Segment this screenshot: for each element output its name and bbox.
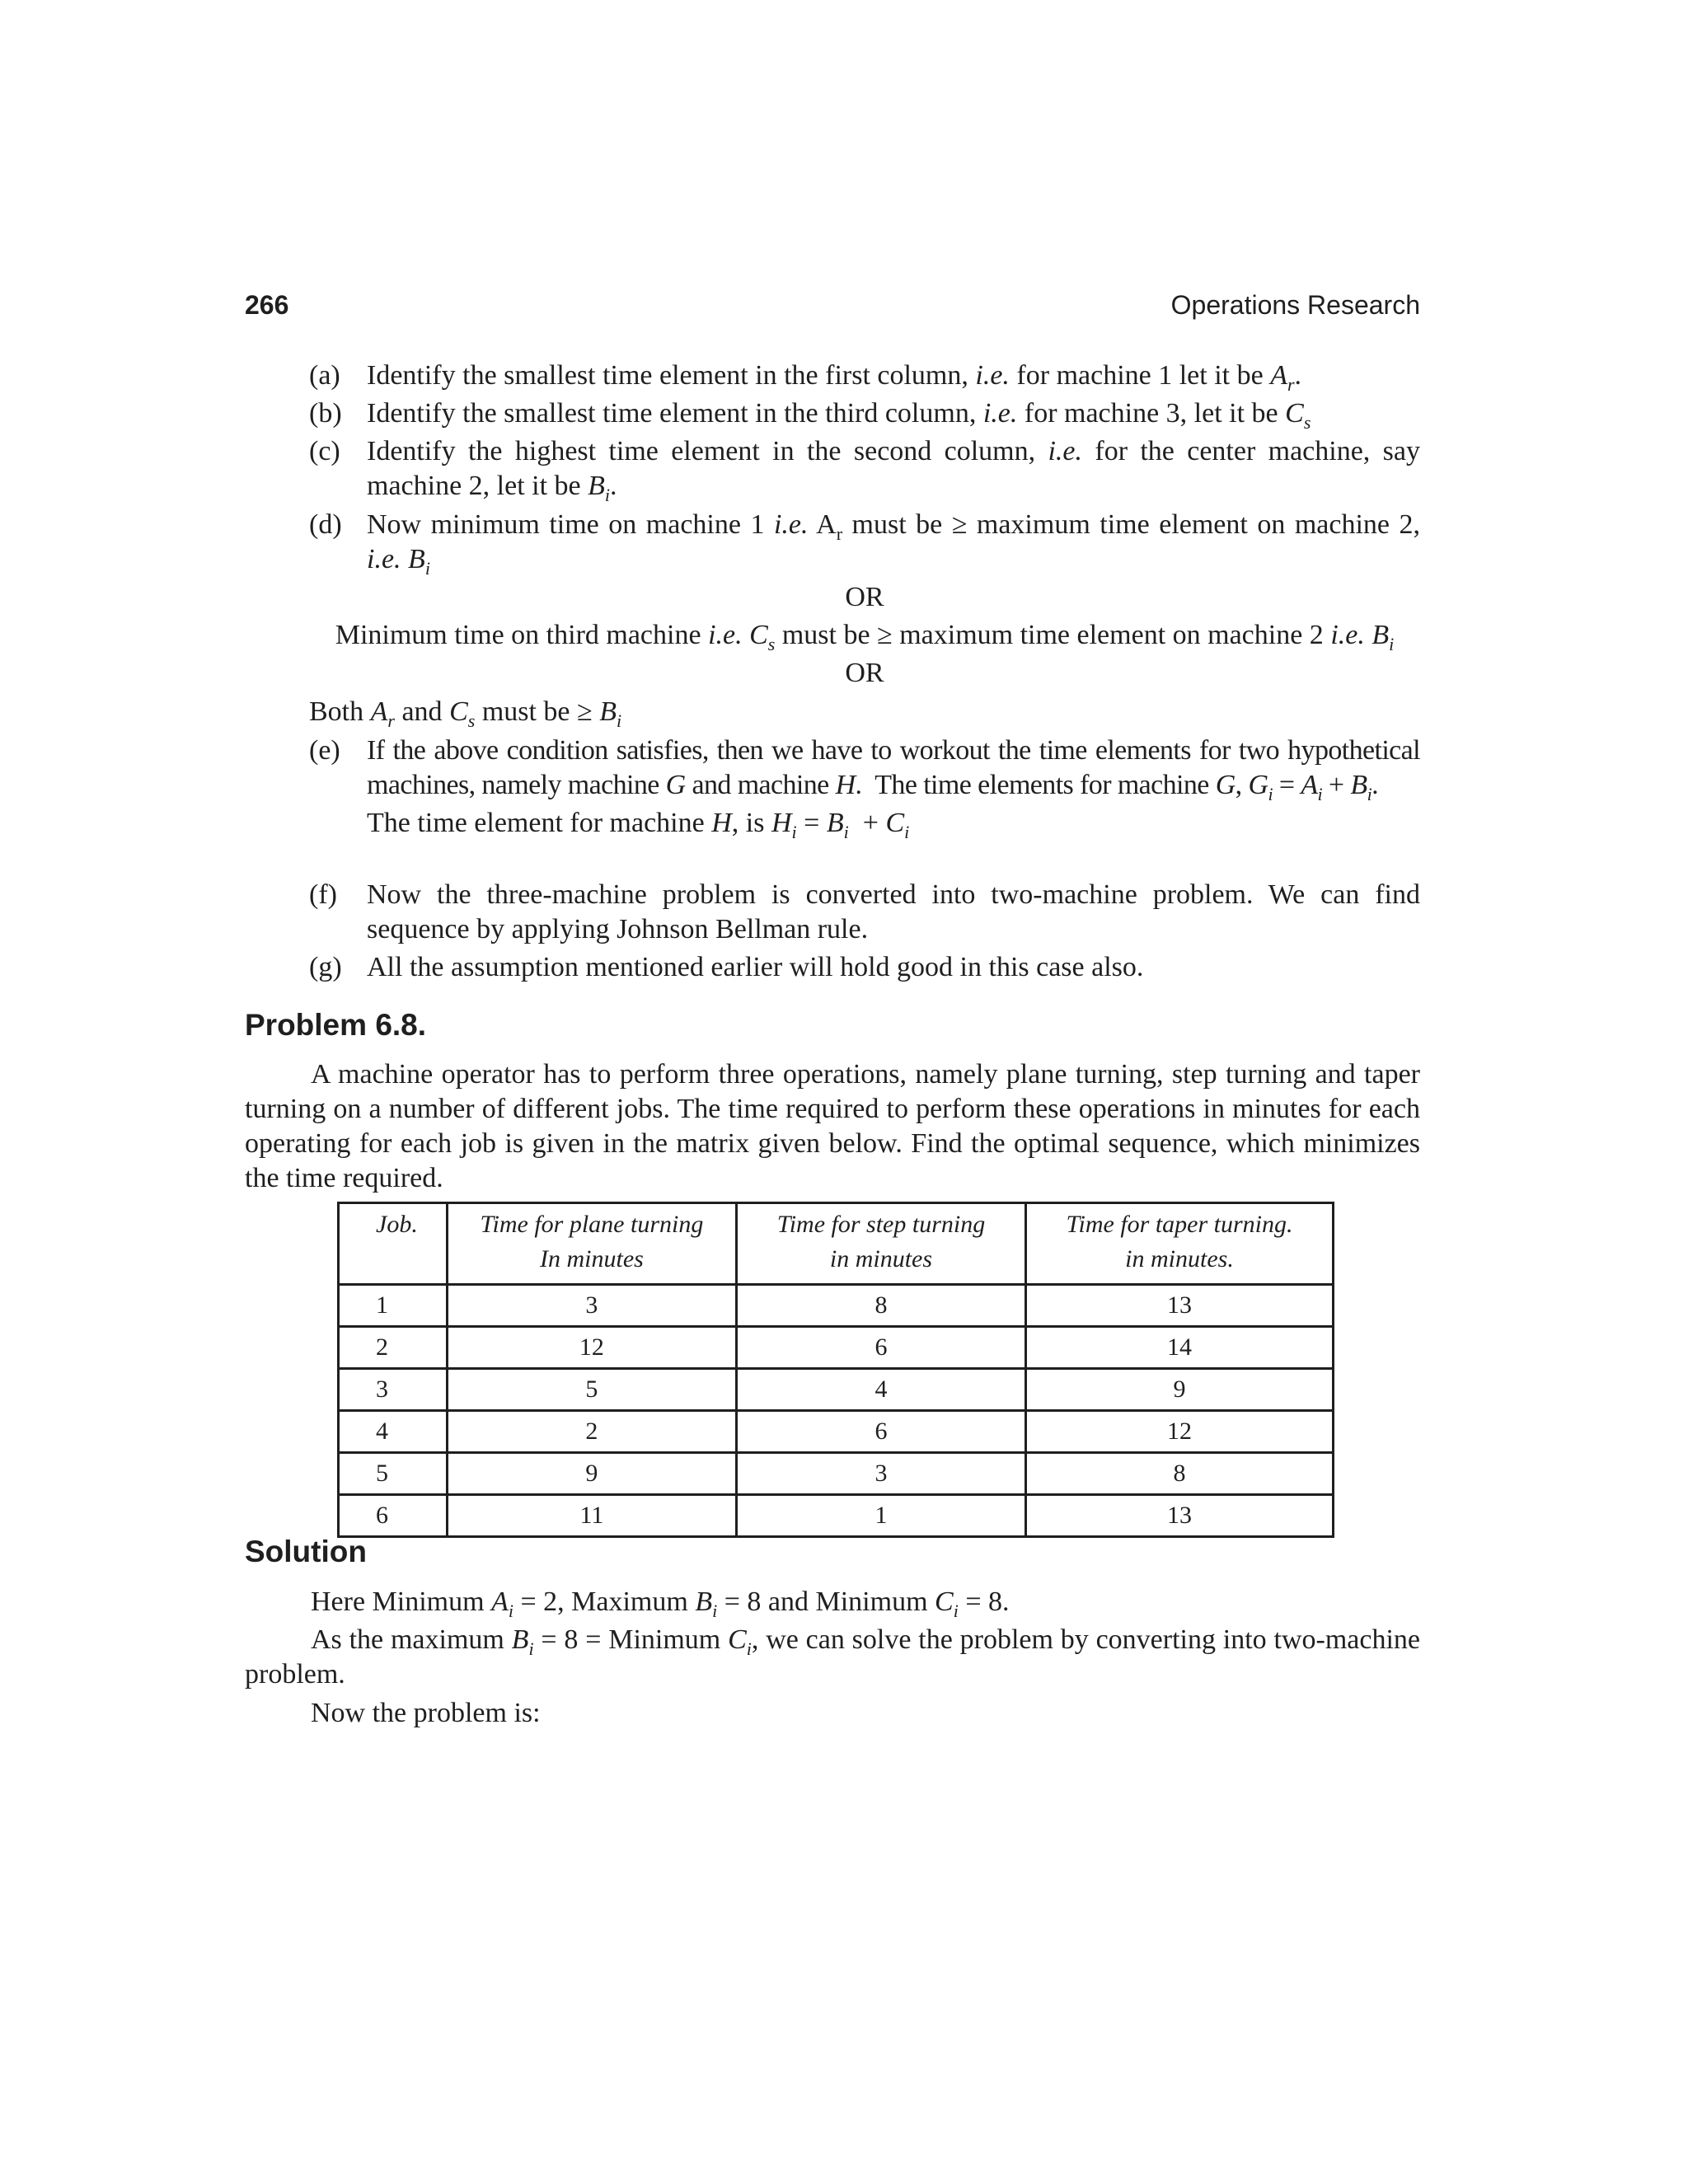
table-cell: 6 [736,1327,1025,1369]
table-row [339,1411,1334,1453]
solution-line-3: Now the problem is: [311,1698,541,1728]
step-label: (g) [309,952,342,982]
table-row [339,1369,1334,1411]
page-number: 266 [245,289,289,320]
table-cell: 13 [1025,1285,1333,1327]
step-a [309,359,1420,393]
step-e [309,733,1420,841]
table-cell: 6 [736,1411,1025,1453]
problem-statement: A machine operator has to perform three operations, namely plane turning, step turning and taper turning on a number of different jobs. The time required to perform these operations in minutes for each operating for each job is given in the matrix given below. Find the optimal sequence, which minimizes the time required. [245,1059,1420,1193]
column-header-job: Job. [339,1203,448,1285]
problem-heading: Problem 6.8. [245,1008,427,1042]
table-cell: 3 [736,1453,1025,1495]
solution-heading: Solution [245,1535,367,1568]
table-row [339,1285,1334,1327]
table-cell: 3 [447,1285,736,1327]
step-text: Identify the smallest time element in the third column, i.e. for machine 3, let it be $C_s$ [367,398,1311,433]
solution-line-2: As the maximum $B_i = 8$ = Minimum $C_i$, we can solve the problem by converting into two-machine problem. [245,1624,1420,1690]
table-cell: 12 [1025,1411,1333,1453]
step-label: (f) [309,879,337,910]
condition-both: Both $A_r$ and $C_s$ must be ≥ $B_i$ [309,696,622,731]
table-cell: 3 [339,1369,448,1411]
table-cell: 1 [736,1495,1025,1537]
table-header-row [339,1203,1334,1285]
step-text: Now the three-machine problem is converted into two-machine problem. We can find sequence by applying Johnson Bellman rule. [367,879,1420,944]
table-cell: 5 [339,1453,448,1495]
table-row [339,1327,1334,1369]
step-text-machine-h: The time element for machine H, is $H_i = B_i + C_i$ [367,808,910,842]
step-c [309,434,1420,504]
step-b [309,396,1420,431]
step-text: Identify the smallest time element in the first column, i.e. for machine 1 let it be $A_r$. [367,360,1302,395]
step-text: Identify the highest time element in the second column, i.e. for the center machine, say machine 2, let it be $B_i$. [367,436,1420,505]
step-label: (c) [309,436,340,466]
condition-third-machine: Minimum time on third machine i.e. $C_s$ must be ≥ maximum time element on machine 2 i.e. $B_i$ [335,620,1395,654]
step-text: If the above condition satisfies, then we have to workout the time elements for two hypothetical machines, namely machine G and machine H. The time elements for machine G, $G_i = A_i + B_i$. [367,735,1420,804]
step-text: Now minimum time on machine 1 i.e. $A_r$ must be ≥ maximum time element on machine 2, i.e. $B_i$ [367,509,1420,579]
table-cell: 13 [1025,1495,1333,1537]
table-cell: 1 [339,1285,448,1327]
table-cell: 14 [1025,1327,1333,1369]
column-header-step-turning: Time for step turning in minutes [736,1203,1025,1285]
solution-line-1: Here Minimum $A_i = 2$, Maximum $B_i = 8$ and Minimum $C_i = 8$. [311,1586,1010,1621]
page-header [245,288,1420,321]
step-d [309,508,1420,577]
table-row [339,1495,1334,1537]
table-cell: 5 [447,1369,736,1411]
step-f [309,878,1420,947]
table-cell: 4 [339,1411,448,1453]
step-text: All the assumption mentioned earlier will hold good in this case also. [367,952,1144,982]
step-g [309,950,1420,985]
table-cell: 8 [736,1285,1025,1327]
step-label: (e) [309,735,340,766]
or-separator: OR [845,658,884,688]
column-header-taper-turning: Time for taper turning. in minutes. [1025,1203,1333,1285]
table-cell: 2 [447,1411,736,1453]
table-cell: 9 [1025,1369,1333,1411]
table-cell: 8 [1025,1453,1333,1495]
step-label: (a) [309,360,340,391]
job-times-table [337,1202,1334,1538]
column-header-plane-turning: Time for plane turning In minutes [447,1203,736,1285]
or-separator: OR [845,582,884,612]
table-cell: 4 [736,1369,1025,1411]
table-cell: 9 [447,1453,736,1495]
table-cell: 12 [447,1327,736,1369]
table-row [339,1453,1334,1495]
table-cell: 11 [447,1495,736,1537]
step-label: (b) [309,398,342,429]
running-title: Operations Research [1170,289,1420,320]
table-cell: 2 [339,1327,448,1369]
step-label: (d) [309,509,342,540]
table-cell: 6 [339,1495,448,1537]
